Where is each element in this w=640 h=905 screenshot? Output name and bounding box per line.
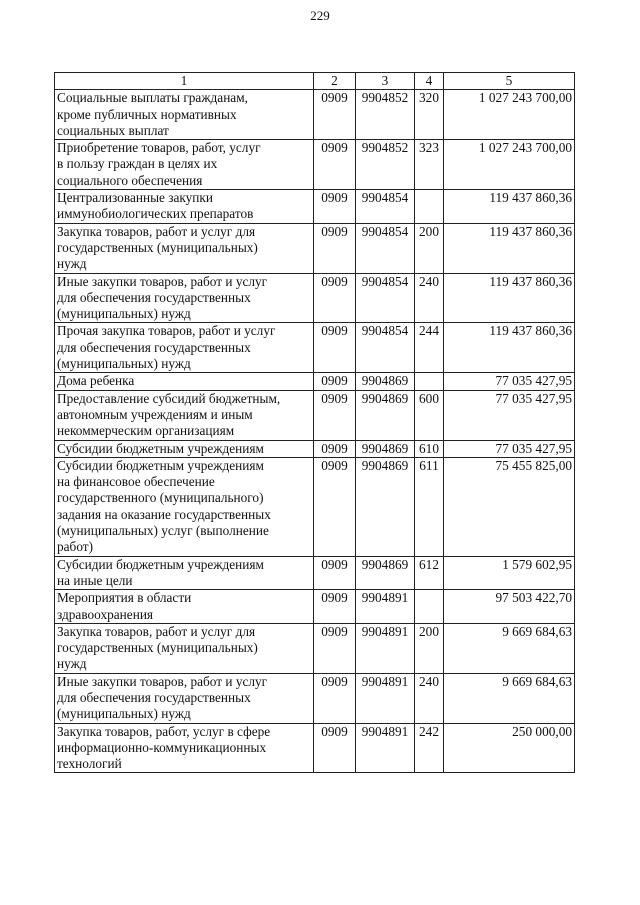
row-amount-cell: 9 669 684,63 bbox=[444, 673, 575, 723]
header-col-1: 1 bbox=[55, 73, 314, 90]
row-section-cell: 0909 bbox=[314, 140, 356, 190]
header-col-4: 4 bbox=[415, 73, 444, 90]
table-row bbox=[55, 190, 575, 224]
table-row bbox=[55, 323, 575, 373]
row-type-cell: 323 bbox=[415, 140, 444, 190]
row-code-cell: 9904891 bbox=[356, 590, 415, 624]
row-type-cell bbox=[415, 590, 444, 624]
row-section-cell: 0909 bbox=[314, 623, 356, 673]
row-section-cell: 0909 bbox=[314, 190, 356, 224]
row-name-cell: Прочая закупка товаров, работ и услуг для обеспечения государственных (муниципальных) нужд bbox=[55, 323, 314, 373]
row-code-cell: 9904854 bbox=[356, 190, 415, 224]
row-amount-cell: 119 437 860,36 bbox=[444, 323, 575, 373]
row-name-cell: Субсидии бюджетным учреждениям bbox=[55, 440, 314, 457]
table-row bbox=[55, 90, 575, 140]
row-section-cell: 0909 bbox=[314, 323, 356, 373]
row-amount-cell: 9 669 684,63 bbox=[444, 623, 575, 673]
row-type-cell: 200 bbox=[415, 223, 444, 273]
table-row bbox=[55, 390, 575, 440]
row-name-cell: Иные закупки товаров, работ и услуг для обеспечения государственных (муниципальных) нужд bbox=[55, 673, 314, 723]
row-code-cell: 9904869 bbox=[356, 373, 415, 390]
row-amount-cell: 1 027 243 700,00 bbox=[444, 90, 575, 140]
row-code-cell: 9904854 bbox=[356, 273, 415, 323]
header-col-2: 2 bbox=[314, 73, 356, 90]
row-name-cell: Социальные выплаты гражданам, кроме публичных нормативных социальных выплат bbox=[55, 90, 314, 140]
row-type-cell: 242 bbox=[415, 723, 444, 773]
row-type-cell: 240 bbox=[415, 673, 444, 723]
row-name-cell: Предоставление субсидий бюджетным, автономным учреждениям и иным некоммерческим организациям bbox=[55, 390, 314, 440]
row-section-cell: 0909 bbox=[314, 390, 356, 440]
row-type-cell: 611 bbox=[415, 457, 444, 556]
row-amount-cell: 77 035 427,95 bbox=[444, 440, 575, 457]
row-amount-cell: 77 035 427,95 bbox=[444, 373, 575, 390]
row-name-cell: Дома ребенка bbox=[55, 373, 314, 390]
row-type-cell: 600 bbox=[415, 390, 444, 440]
row-amount-cell: 119 437 860,36 bbox=[444, 223, 575, 273]
row-section-cell: 0909 bbox=[314, 673, 356, 723]
row-type-cell bbox=[415, 190, 444, 224]
row-section-cell: 0909 bbox=[314, 457, 356, 556]
table-row bbox=[55, 223, 575, 273]
table-row bbox=[55, 623, 575, 673]
row-amount-cell: 75 455 825,00 bbox=[444, 457, 575, 556]
row-code-cell: 9904852 bbox=[356, 140, 415, 190]
budget-table bbox=[54, 72, 575, 773]
row-type-cell bbox=[415, 373, 444, 390]
row-code-cell: 9904854 bbox=[356, 223, 415, 273]
row-type-cell: 244 bbox=[415, 323, 444, 373]
row-amount-cell: 119 437 860,36 bbox=[444, 190, 575, 224]
table-row bbox=[55, 457, 575, 556]
row-section-cell: 0909 bbox=[314, 373, 356, 390]
table-row bbox=[55, 273, 575, 323]
row-code-cell: 9904891 bbox=[356, 673, 415, 723]
row-type-cell: 612 bbox=[415, 556, 444, 590]
table-row bbox=[55, 140, 575, 190]
table-row bbox=[55, 556, 575, 590]
header-row bbox=[55, 73, 575, 90]
row-name-cell: Приобретение товаров, работ, услуг в пользу граждан в целях их социального обеспечения bbox=[55, 140, 314, 190]
header-col-3: 3 bbox=[356, 73, 415, 90]
row-code-cell: 9904869 bbox=[356, 556, 415, 590]
row-code-cell: 9904869 bbox=[356, 457, 415, 556]
row-amount-cell: 119 437 860,36 bbox=[444, 273, 575, 323]
row-section-cell: 0909 bbox=[314, 223, 356, 273]
row-type-cell: 320 bbox=[415, 90, 444, 140]
table-row bbox=[55, 590, 575, 624]
row-code-cell: 9904891 bbox=[356, 723, 415, 773]
table-row bbox=[55, 373, 575, 390]
row-section-cell: 0909 bbox=[314, 556, 356, 590]
row-section-cell: 0909 bbox=[314, 590, 356, 624]
page-number: 229 bbox=[310, 8, 330, 23]
table-body bbox=[55, 90, 575, 773]
row-code-cell: 9904852 bbox=[356, 90, 415, 140]
row-code-cell: 9904869 bbox=[356, 440, 415, 457]
table-row bbox=[55, 723, 575, 773]
row-name-cell: Иные закупки товаров, работ и услуг для обеспечения государственных (муниципальных) нужд bbox=[55, 273, 314, 323]
row-name-cell: Субсидии бюджетным учреждениям на иные цели bbox=[55, 556, 314, 590]
row-section-cell: 0909 bbox=[314, 273, 356, 323]
table-row bbox=[55, 673, 575, 723]
row-type-cell: 240 bbox=[415, 273, 444, 323]
row-code-cell: 9904869 bbox=[356, 390, 415, 440]
row-type-cell: 610 bbox=[415, 440, 444, 457]
row-section-cell: 0909 bbox=[314, 723, 356, 773]
table-row bbox=[55, 440, 575, 457]
row-code-cell: 9904854 bbox=[356, 323, 415, 373]
row-amount-cell: 97 503 422,70 bbox=[444, 590, 575, 624]
table-header bbox=[55, 73, 575, 90]
row-name-cell: Централизованные закупки иммунобиологических препаратов bbox=[55, 190, 314, 224]
row-amount-cell: 250 000,00 bbox=[444, 723, 575, 773]
row-name-cell: Закупка товаров, работ и услуг для государственных (муниципальных) нужд bbox=[55, 223, 314, 273]
row-amount-cell: 77 035 427,95 bbox=[444, 390, 575, 440]
row-type-cell: 200 bbox=[415, 623, 444, 673]
row-amount-cell: 1 579 602,95 bbox=[444, 556, 575, 590]
row-name-cell: Субсидии бюджетным учреждениям на финансовое обеспечение государственного (муниципального) задания на оказание государственных (муниципальных) услуг (выполнение работ) bbox=[55, 457, 314, 556]
row-amount-cell: 1 027 243 700,00 bbox=[444, 140, 575, 190]
row-code-cell: 9904891 bbox=[356, 623, 415, 673]
header-col-5: 5 bbox=[444, 73, 575, 90]
row-name-cell: Закупка товаров, работ, услуг в сфере информационно-коммуникационных технологий bbox=[55, 723, 314, 773]
row-section-cell: 0909 bbox=[314, 90, 356, 140]
row-section-cell: 0909 bbox=[314, 440, 356, 457]
row-name-cell: Мероприятия в области здравоохранения bbox=[55, 590, 314, 624]
row-name-cell: Закупка товаров, работ и услуг для государственных (муниципальных) нужд bbox=[55, 623, 314, 673]
